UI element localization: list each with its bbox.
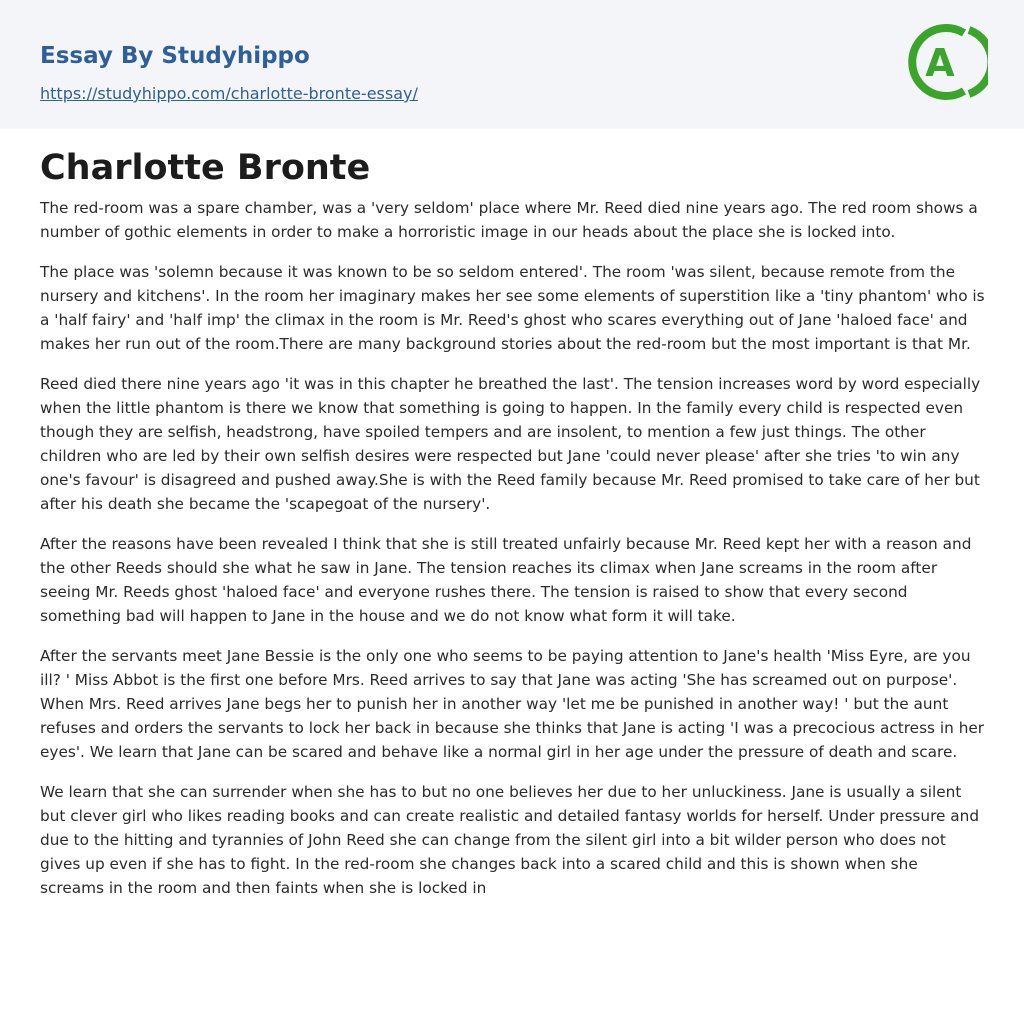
essay-title: Charlotte Bronte [40,148,371,188]
site-header [0,0,1024,129]
essay-paragraph: After the servants meet Jane Bessie is the only one who seems to be paying attention to Jane's health 'Miss Eyre, are you ill? ' Miss Abbot is the first one before Mrs. Reed arrives to say that Jane was acting 'She has screamed out on purpose'. When Mrs. Reed arrives Jane begs her to punish her in another way 'let me be punished in another way! ' but the aunt refuses and orders the servants to lock her back in because she thinks that Jane is acting 'I was a precocious actress in her eyes'. We learn that Jane can be scared and behave like a normal girl in her age under the pressure of death and scare. [40,647,985,761]
essay-body [40,196,986,916]
essay-url-link[interactable]: https://studyhippo.com/charlotte-bronte-essay/ [40,84,418,103]
essay-paragraph: The place was 'solemn because it was known to be so seldom entered'. The room 'was silent, because remote from the nursery and kitchens'. In the room her imaginary makes her see some elements of superstition like a 'tiny phantom' who is a 'half fairy' and 'half imp' the climax in the room is Mr. Reed's ghost who scares everything out of Jane 'haloed face' and makes her run out of the room.There are many background stories about the red-room but the most important is that Mr. [40,263,985,353]
essay-paragraph: The red-room was a spare chamber, was a 'very seldom' place where Mr. Reed died nine years ago. The red room shows a number of gothic elements in order to make a horroristic image in our heads about the place she is locked into. [40,199,978,241]
essay-paragraph: Reed died there nine years ago 'it was in this chapter he breathed the last'. The tension increases word by word especially when the little phantom is there we know that something is going to happen. In the family every child is respected even though they are selfish, headstrong, have spoiled tempers and are insolent, to mention a few just things. The other children who are led by their own selfish desires were respected but Jane 'could never please' after she tries 'to win any one's favour' is disagreed and pushed away.She is with the Reed family because Mr. Reed promised to take care of her but after his death she became the 'scapegoat of the nursery'. [40,375,981,513]
logo-letter: A [925,41,955,85]
studyhippo-logo-icon[interactable] [908,18,988,106]
essay-paragraph: We learn that she can surrender when she has to but no one believes her due to her unluckiness. Jane is usually a silent but clever girl who likes reading books and can create realistic and detailed fantasy worlds for herself. Under pressure and due to the hitting and tyrannies of John Reed she can change from the silent girl into a bit wilder person who does not gives up even if she has to fight. In the red-room she changes back into a scared child and this is shown when she screams in the room and then faints when she is locked in [40,783,980,897]
essay-paragraph: After the reasons have been revealed I think that she is still treated unfairly because Mr. Reed kept her with a reason and the other Reeds should she what he saw in Jane. The tension reaches its climax when Jane screams in the room after seeing Mr. Reeds ghost 'haloed face' and everyone rushes there. The tension is raised to show that every second something bad will happen to Jane in the house and we do not know what form it will take. [40,535,972,625]
site-brand[interactable]: Essay By Studyhippo [40,43,310,69]
